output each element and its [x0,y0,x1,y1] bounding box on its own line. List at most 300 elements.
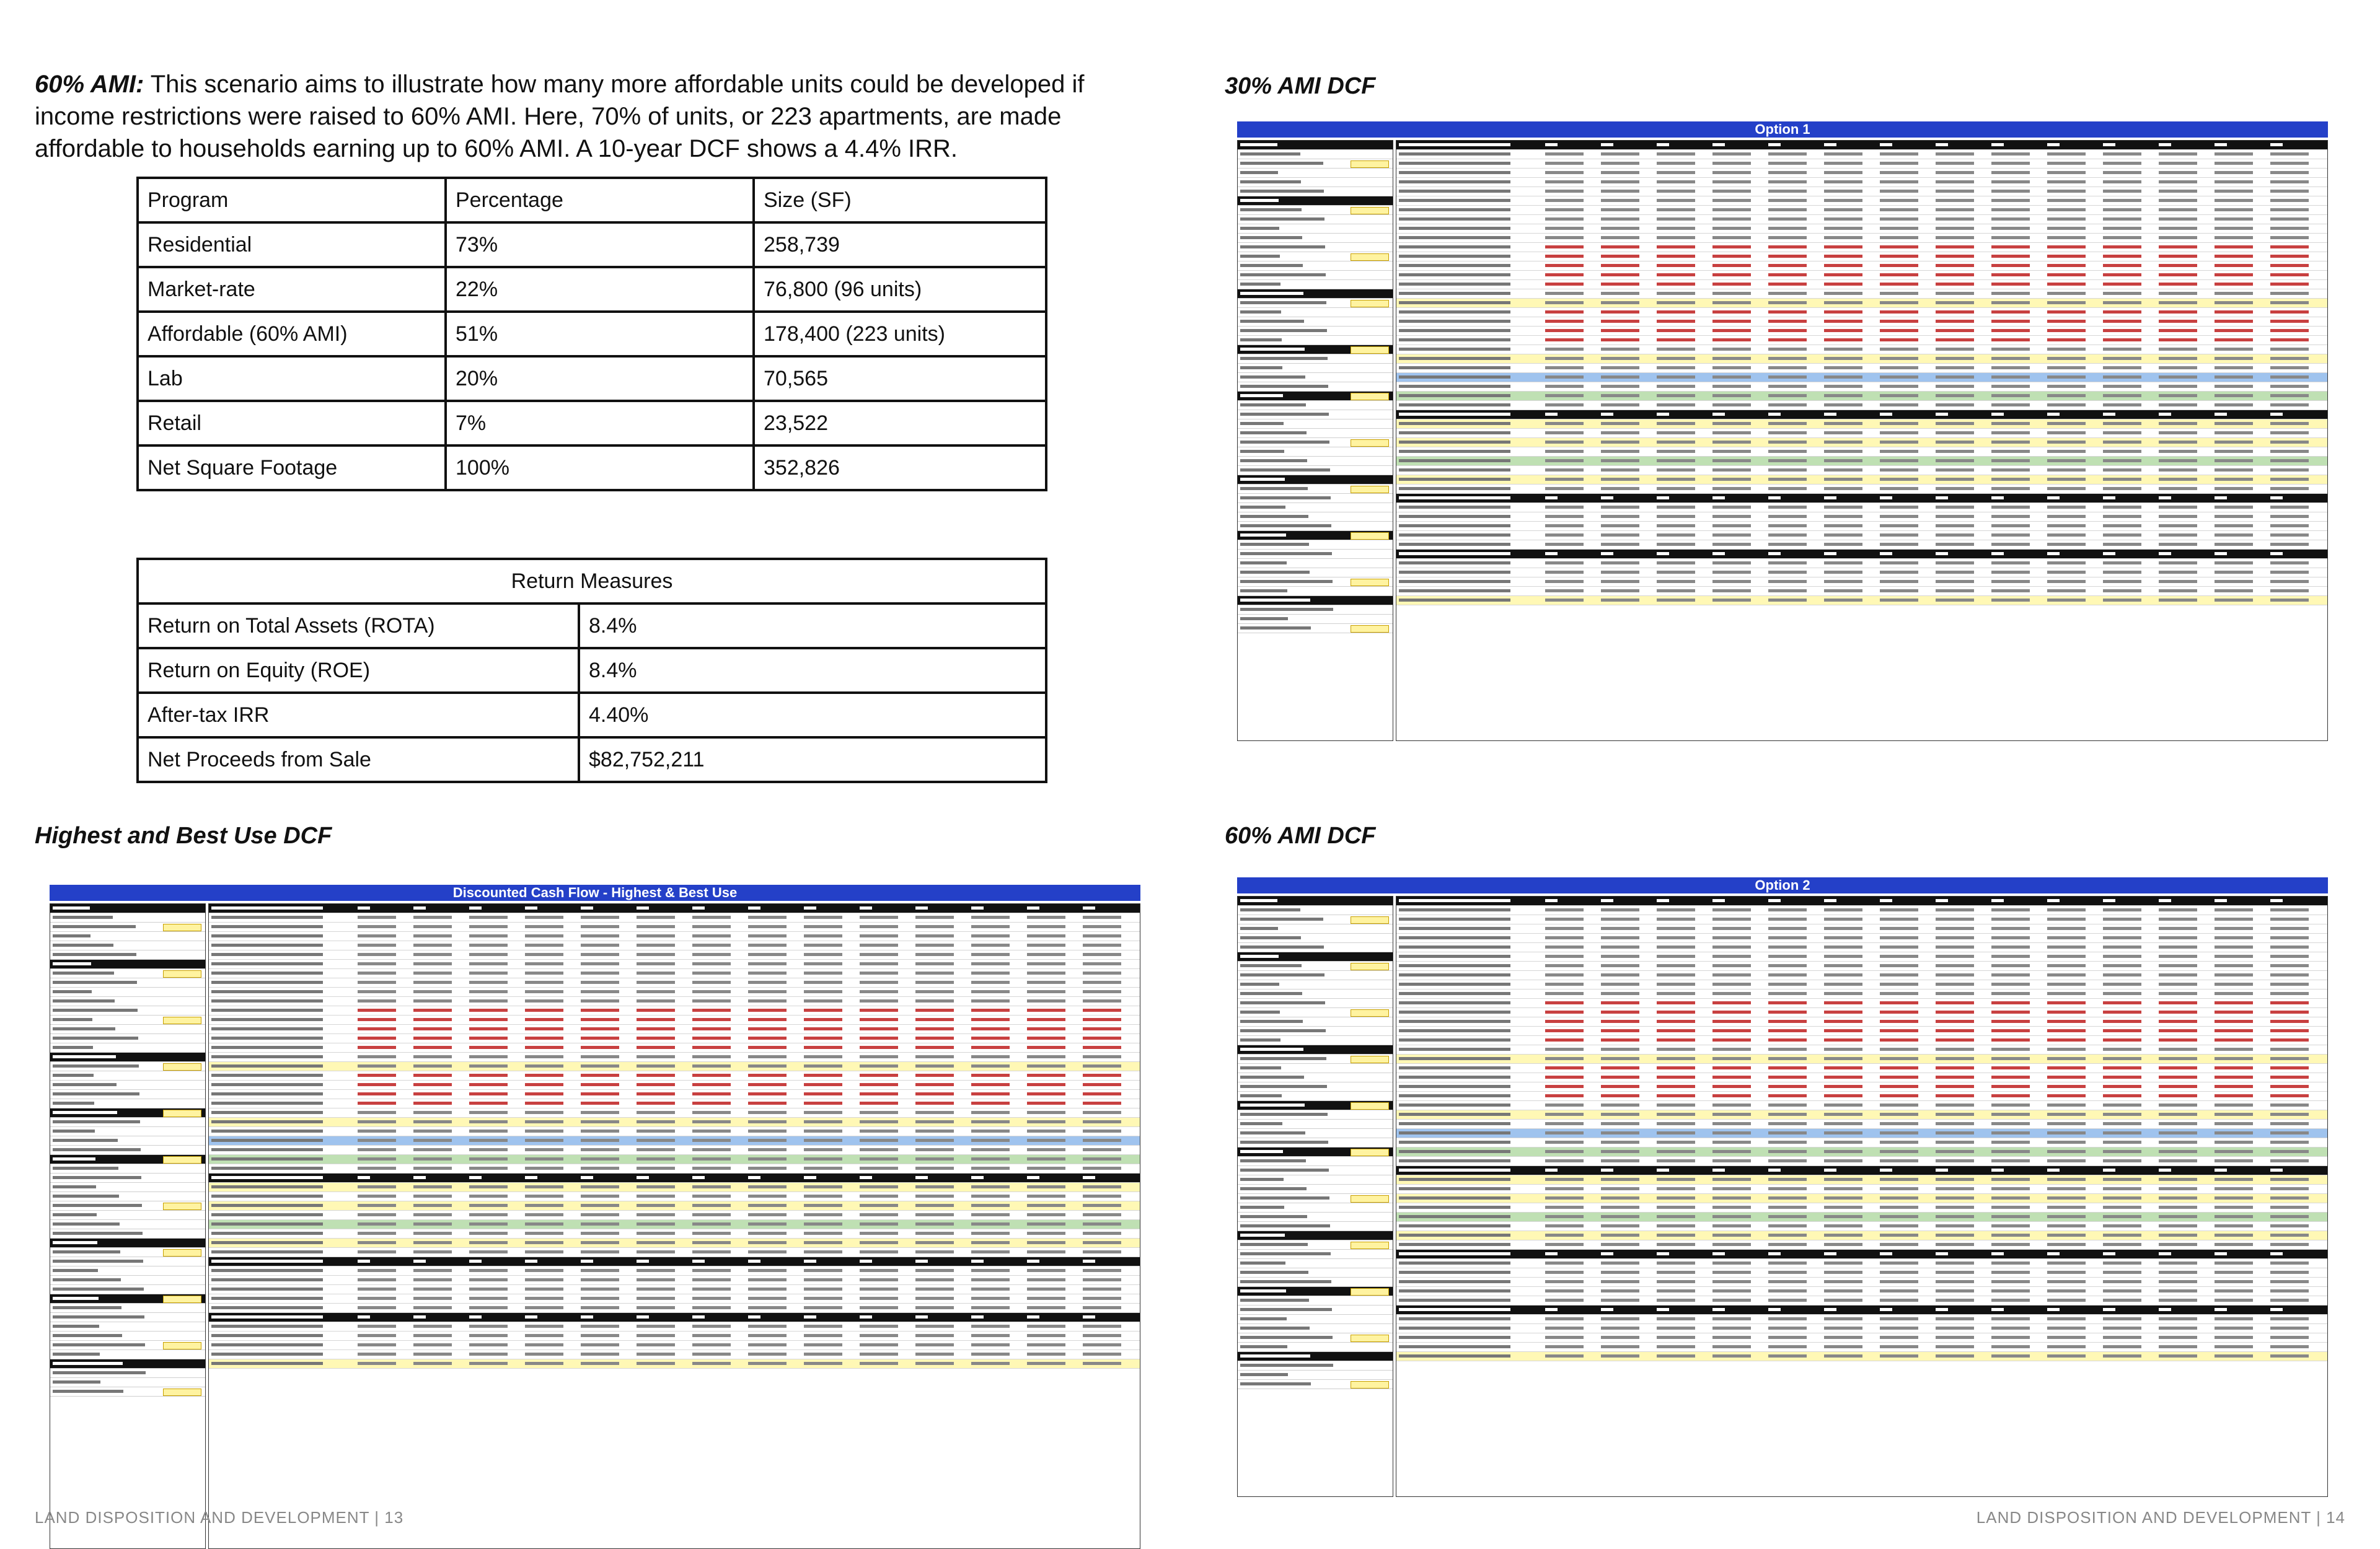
spreadsheet-row [1238,1222,1393,1231]
spreadsheet-row [1238,466,1393,475]
table-cell: 7% [446,401,754,445]
spreadsheet-row [1238,159,1393,169]
spreadsheet-row [1396,1138,2327,1147]
spreadsheet-row [1396,962,2327,971]
spreadsheet-row [50,1034,205,1043]
spreadsheet-row [1396,1082,2327,1092]
spreadsheet-row [1238,1324,1393,1333]
spreadsheet-row [1238,1017,1393,1027]
spreadsheet-row [1238,1055,1393,1064]
spreadsheet-row [1238,364,1393,373]
pro-forma-column [208,903,1140,1549]
spreadsheet-row [1238,410,1393,419]
spreadsheet-row [1396,438,2327,447]
spreadsheet-row [50,1006,205,1016]
spreadsheet-row [50,978,205,988]
spreadsheet-row [1396,1305,2327,1315]
spreadsheet-row [1396,475,2327,485]
spreadsheet-row [1396,1129,2327,1138]
spreadsheet-row [1396,234,2327,243]
spreadsheet-row [209,1062,1140,1071]
ami60-dcf-spreadsheet [1237,877,2328,1497]
spreadsheet-row [1396,271,2327,280]
spreadsheet-row [1238,494,1393,503]
spreadsheet-row [1396,577,2327,587]
spreadsheet-row [1238,1333,1393,1343]
spreadsheet-row [1238,1380,1393,1389]
spreadsheet-row [50,1053,205,1062]
program-table [136,177,1047,491]
spreadsheet-row [209,969,1140,978]
spreadsheet-row [1396,1268,2327,1278]
spreadsheet-row [1238,1305,1393,1315]
spreadsheet-row [1238,924,1393,934]
hbu-dcf-banner: Discounted Cash Flow - Highest & Best Use [50,885,1140,901]
spreadsheet-row [1396,364,2327,373]
spreadsheet-row [209,1016,1140,1025]
footer-left: LAND DISPOSITION AND DEVELOPMENT | 13 [35,1508,404,1527]
spreadsheet-row [1238,990,1393,999]
spreadsheet-row [50,1192,205,1201]
spreadsheet-row [1396,1278,2327,1287]
spreadsheet-row [1238,392,1393,401]
spreadsheet-row [209,913,1140,923]
spreadsheet-row [1396,512,2327,522]
spreadsheet-row [50,1146,205,1155]
spreadsheet-row [50,1043,205,1053]
spreadsheet-row [50,1155,205,1164]
spreadsheet-row [209,1025,1140,1034]
spreadsheet-row [1396,1120,2327,1129]
table-cell: 258,739 [754,222,1046,267]
spreadsheet-row [1238,1296,1393,1305]
table-cell: 23,522 [754,401,1046,445]
spreadsheet-row [1396,1092,2327,1101]
spreadsheet-row [1238,373,1393,382]
spreadsheet-row [50,1276,205,1285]
spreadsheet-row [50,1294,205,1304]
spreadsheet-row [1396,178,2327,187]
spreadsheet-row [1396,568,2327,577]
spreadsheet-row [209,1146,1140,1155]
spreadsheet-row [1396,1064,2327,1073]
spreadsheet-row [1238,1110,1393,1120]
spreadsheet-row [1396,1250,2327,1259]
spreadsheet-row [209,1276,1140,1285]
spreadsheet-row [1238,354,1393,364]
table-row [138,737,1046,782]
spreadsheet-grid [1237,140,2328,741]
spreadsheet-row [209,1304,1140,1313]
spreadsheet-row [1238,1045,1393,1055]
spreadsheet-row [209,1034,1140,1043]
spreadsheet-row [1396,1231,2327,1240]
spreadsheet-row [209,1108,1140,1118]
spreadsheet-row [1396,215,2327,224]
spreadsheet-row [1396,457,2327,466]
spreadsheet-row [50,1016,205,1025]
spreadsheet-row [209,1136,1140,1146]
spreadsheet-row [1238,1231,1393,1240]
spreadsheet-row [1396,141,2327,150]
spreadsheet-row [1238,1240,1393,1250]
spreadsheet-row [1238,1361,1393,1371]
spreadsheet-row [50,1285,205,1294]
spreadsheet-row [1396,915,2327,924]
spreadsheet-row [1238,447,1393,457]
spreadsheet-row [1238,512,1393,522]
spreadsheet-row [1238,1352,1393,1361]
intro-text: This scenario aims to illustrate how many more affordable units could be developed if income restrictions were raised to 60% AMI. Here, 70% of units, or 223 apartments, are made affordable to households earning up to 60% AMI. A 10-year DCF shows a 4.4% IRR. [35,71,1085,162]
spreadsheet-row [1238,999,1393,1008]
spreadsheet-row [1396,1324,2327,1333]
spreadsheet-row [209,1071,1140,1081]
spreadsheet-row [1396,1045,2327,1055]
spreadsheet-row [1396,980,2327,990]
spreadsheet-row [1238,906,1393,915]
table-row [138,312,1046,356]
spreadsheet-row [1238,971,1393,980]
table-cell: 352,826 [754,445,1046,490]
footer-right: LAND DISPOSITION AND DEVELOPMENT | 14 [1976,1508,2345,1527]
intro-paragraph [35,68,1113,165]
spreadsheet-row [209,1257,1140,1266]
spreadsheet-row [209,1201,1140,1211]
spreadsheet-row [50,1183,205,1192]
spreadsheet-row [1238,1036,1393,1045]
spreadsheet-row [209,988,1140,997]
spreadsheet-row [209,904,1140,913]
spreadsheet-grid [50,903,1140,1549]
table-cell: 70,565 [754,356,1046,401]
assumptions-column [1237,140,1393,741]
spreadsheet-row [1238,577,1393,587]
spreadsheet-row [209,1118,1140,1127]
spreadsheet-row [1396,1101,2327,1110]
ami60-dcf-banner: Option 2 [1237,877,2328,893]
spreadsheet-row [50,1369,205,1378]
ami30-dcf-spreadsheet [1237,121,2328,741]
spreadsheet-row [1396,540,2327,550]
spreadsheet-row [1238,915,1393,924]
spreadsheet-row [50,1099,205,1108]
spreadsheet-row [1396,327,2327,336]
table-cell: 4.40% [579,693,1046,737]
spreadsheet-row [1396,1222,2327,1231]
spreadsheet-row [1238,1315,1393,1324]
spreadsheet-row [1396,392,2327,401]
spreadsheet-row [1238,196,1393,206]
table-cell: Residential [138,222,446,267]
spreadsheet-row [1238,952,1393,962]
spreadsheet-row [1396,224,2327,234]
spreadsheet-row [1238,243,1393,252]
ami30-dcf-banner: Option 1 [1237,121,2328,138]
spreadsheet-row [50,913,205,923]
spreadsheet-row [1238,559,1393,568]
table-cell: 100% [446,445,754,490]
table-row [138,401,1046,445]
spreadsheet-row [1396,1315,2327,1324]
spreadsheet-row [209,1164,1140,1174]
spreadsheet-row [50,969,205,978]
spreadsheet-row [1238,252,1393,261]
spreadsheet-row [1396,1240,2327,1250]
spreadsheet-row [1238,568,1393,577]
spreadsheet-row [1238,1064,1393,1073]
spreadsheet-row [50,932,205,941]
spreadsheet-row [1238,1194,1393,1203]
spreadsheet-row [1396,373,2327,382]
spreadsheet-row [1396,299,2327,308]
spreadsheet-row [50,1387,205,1397]
table-cell: Lab [138,356,446,401]
spreadsheet-grid [1237,896,2328,1497]
spreadsheet-row [1396,410,2327,419]
spreadsheet-row [209,1220,1140,1229]
spreadsheet-row [50,1313,205,1322]
spreadsheet-row [1238,1287,1393,1296]
spreadsheet-row [50,1332,205,1341]
spreadsheet-row [50,1164,205,1174]
spreadsheet-row [1396,354,2327,364]
spreadsheet-row [1238,980,1393,990]
spreadsheet-row [1238,1250,1393,1259]
assumptions-column [50,903,206,1549]
spreadsheet-row [1238,475,1393,485]
spreadsheet-row [1396,1017,2327,1027]
spreadsheet-row [50,1378,205,1387]
spreadsheet-row [209,1322,1140,1332]
spreadsheet-row [50,1220,205,1229]
spreadsheet-row [1396,336,2327,345]
spreadsheet-row [209,941,1140,950]
spreadsheet-row [1396,1259,2327,1268]
spreadsheet-row [1238,289,1393,299]
spreadsheet-row [50,1266,205,1276]
spreadsheet-row [209,1174,1140,1183]
spreadsheet-row [209,1099,1140,1108]
spreadsheet-row [1238,234,1393,243]
spreadsheet-row [1238,522,1393,531]
spreadsheet-row [1396,401,2327,410]
hbu-dcf-spreadsheet [50,885,1140,1549]
pro-forma-column [1396,896,2328,1497]
spreadsheet-row [1238,1175,1393,1185]
spreadsheet-row [1396,1185,2327,1194]
spreadsheet-row [1238,1129,1393,1138]
table-row [138,356,1046,401]
spreadsheet-row [1238,1027,1393,1036]
spreadsheet-row [209,1090,1140,1099]
spreadsheet-row [1396,485,2327,494]
spreadsheet-row [1238,224,1393,234]
spreadsheet-row [209,1332,1140,1341]
table-cell: 22% [446,267,754,312]
spreadsheet-row [209,1341,1140,1350]
spreadsheet-row [50,904,205,913]
spreadsheet-row [209,1155,1140,1164]
spreadsheet-row [1396,1008,2327,1017]
spreadsheet-row [1396,1333,2327,1343]
return-measures-table [136,558,1047,783]
spreadsheet-row [1396,1175,2327,1185]
spreadsheet-row [209,1229,1140,1239]
table-cell: 51% [446,312,754,356]
spreadsheet-row [1238,215,1393,224]
spreadsheet-row [1238,615,1393,624]
table-row [138,693,1046,737]
spreadsheet-row [1396,990,2327,999]
spreadsheet-row [1396,169,2327,178]
spreadsheet-row [1396,943,2327,952]
spreadsheet-row [209,1285,1140,1294]
table-cell: 73% [446,222,754,267]
spreadsheet-row [50,1062,205,1071]
table-cell: Net Square Footage [138,445,446,490]
spreadsheet-row [1238,1073,1393,1082]
ami30-dcf-heading: 30% AMI DCF [1225,73,1376,99]
spreadsheet-row [1238,1092,1393,1101]
spreadsheet-row [1396,1147,2327,1157]
spreadsheet-row [1396,934,2327,943]
spreadsheet-row [1238,1371,1393,1380]
spreadsheet-row [1238,345,1393,354]
intro-label: 60% AMI: [35,71,144,98]
spreadsheet-row [209,1313,1140,1322]
spreadsheet-row [1238,299,1393,308]
spreadsheet-row [1238,317,1393,327]
spreadsheet-row [1396,187,2327,196]
table-cell: 20% [446,356,754,401]
spreadsheet-row [1396,1194,2327,1203]
spreadsheet-row [1238,429,1393,438]
table-cell: Affordable (60% AMI) [138,312,446,356]
table-row [138,603,1046,648]
spreadsheet-row [209,1359,1140,1369]
spreadsheet-row [1396,1343,2327,1352]
table-row [138,648,1046,693]
spreadsheet-row [1396,159,2327,169]
spreadsheet-row [1396,1027,2327,1036]
spreadsheet-row [1396,531,2327,540]
spreadsheet-row [1238,457,1393,466]
spreadsheet-row [1238,962,1393,971]
spreadsheet-row [1238,587,1393,596]
table-cell: 8.4% [579,648,1046,693]
spreadsheet-row [50,1081,205,1090]
spreadsheet-row [1238,438,1393,447]
spreadsheet-row [50,1118,205,1127]
spreadsheet-row [1238,1157,1393,1166]
spreadsheet-row [1396,1036,2327,1045]
spreadsheet-row [1396,897,2327,906]
spreadsheet-row [1238,897,1393,906]
spreadsheet-row [50,1257,205,1266]
spreadsheet-row [1396,1055,2327,1064]
spreadsheet-row [1396,587,2327,596]
table-cell: Retail [138,401,446,445]
spreadsheet-row [50,1359,205,1369]
spreadsheet-row [1238,624,1393,633]
spreadsheet-row [1238,605,1393,615]
spreadsheet-row [50,1350,205,1359]
spreadsheet-row [1238,1147,1393,1157]
spreadsheet-row [1238,1138,1393,1147]
spreadsheet-row [50,988,205,997]
spreadsheet-row [1396,999,2327,1008]
spreadsheet-row [1238,934,1393,943]
spreadsheet-row [1238,1101,1393,1110]
spreadsheet-row [50,960,205,969]
table-row [138,222,1046,267]
spreadsheet-row [1238,141,1393,150]
spreadsheet-row [50,1304,205,1313]
spreadsheet-row [209,923,1140,932]
spreadsheet-row [1238,1166,1393,1175]
spreadsheet-row [209,1294,1140,1304]
spreadsheet-row [1396,429,2327,438]
spreadsheet-row [1396,1296,2327,1305]
spreadsheet-row [50,1211,205,1220]
spreadsheet-row [1396,494,2327,503]
ami60-dcf-heading: 60% AMI DCF [1225,823,1376,849]
spreadsheet-row [1396,289,2327,299]
spreadsheet-row [50,950,205,960]
spreadsheet-row [1396,1157,2327,1166]
spreadsheet-row [1396,382,2327,392]
spreadsheet-row [209,960,1140,969]
spreadsheet-row [1396,952,2327,962]
table-row [138,445,1046,490]
spreadsheet-row [209,1248,1140,1257]
spreadsheet-row [50,1322,205,1332]
spreadsheet-row [209,1183,1140,1192]
header-size: Size (SF) [754,178,1046,222]
spreadsheet-row [209,1006,1140,1016]
spreadsheet-row [50,1108,205,1118]
spreadsheet-row [1396,1213,2327,1222]
spreadsheet-row [209,978,1140,988]
spreadsheet-row [1396,466,2327,475]
spreadsheet-row [209,997,1140,1006]
pro-forma-column [1396,140,2328,741]
spreadsheet-row [1238,1213,1393,1222]
spreadsheet-row [50,1248,205,1257]
spreadsheet-row [1238,419,1393,429]
spreadsheet-row [1396,1287,2327,1296]
spreadsheet-row [1238,336,1393,345]
spreadsheet-row [1238,1185,1393,1194]
spreadsheet-row [209,1211,1140,1220]
spreadsheet-row [1238,531,1393,540]
spreadsheet-row [209,932,1140,941]
spreadsheet-row [1238,1343,1393,1352]
spreadsheet-row [50,923,205,932]
table-cell: Return on Equity (ROE) [138,648,579,693]
spreadsheet-row [1238,401,1393,410]
table-header-row [138,178,1046,222]
spreadsheet-row [209,1239,1140,1248]
spreadsheet-row [1396,1352,2327,1361]
spreadsheet-row [1238,271,1393,280]
spreadsheet-row [50,941,205,950]
spreadsheet-row [1238,1008,1393,1017]
spreadsheet-row [50,1201,205,1211]
spreadsheet-row [1396,308,2327,317]
spreadsheet-row [1396,971,2327,980]
spreadsheet-row [1238,1268,1393,1278]
